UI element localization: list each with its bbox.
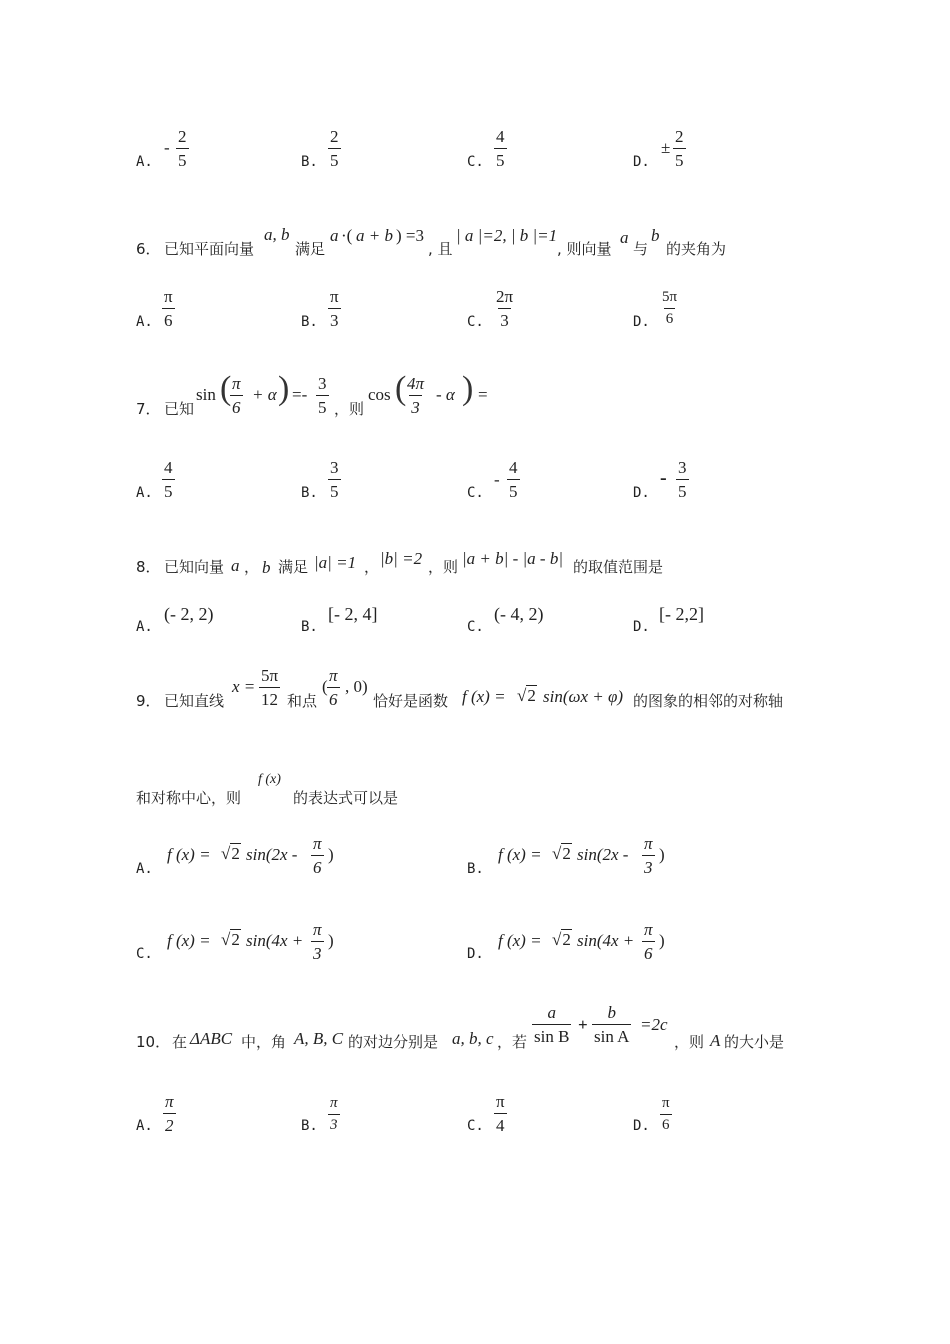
option-label-b: B.	[467, 861, 484, 877]
math: f (x) =	[167, 845, 211, 864]
question-text: 和对称中心，则	[136, 789, 242, 807]
math: b	[262, 558, 271, 577]
q7-fraction-3: $\frac{4\pi}{3}$	[407, 374, 425, 417]
question-text: 的夹角为	[666, 240, 727, 258]
option-label-d: D.	[633, 314, 650, 330]
sqrt-icon: √2	[552, 930, 571, 949]
math: - α	[436, 385, 455, 404]
question-text: 已知	[164, 400, 195, 418]
math: a	[231, 556, 240, 575]
math: =-	[292, 385, 308, 404]
sqrt-icon: √2	[552, 844, 571, 863]
option-c-value: (- 4, 2)	[494, 604, 544, 624]
question-text: 的对边分别是	[348, 1033, 439, 1051]
math: ·(	[341, 226, 353, 245]
option-label-d: D.	[633, 154, 650, 170]
option-label-c: C.	[467, 1118, 484, 1134]
math: |b| =2	[380, 549, 423, 568]
math: f (x) =	[498, 845, 542, 864]
question-text: ，则	[674, 1033, 705, 1051]
question-text: 恰好是函数	[373, 692, 449, 710]
math: x =	[232, 677, 256, 696]
math: A	[710, 1031, 721, 1050]
question-number: 10．	[136, 1033, 171, 1051]
q9-point-fraction: $\frac{\pi}{6}$	[329, 666, 338, 709]
option-label-d: D.	[633, 1118, 650, 1134]
q10-option-d-fraction: $\frac{\pi}{6}$	[662, 1095, 670, 1133]
question-text: 满足	[278, 558, 309, 576]
question-text: 和点	[287, 692, 318, 710]
math: sin(2x -	[246, 845, 298, 864]
option-label-c: C.	[467, 619, 484, 635]
math: a, b, c	[452, 1029, 494, 1048]
q10-option-c-fraction: $\frac{\pi}{4}$	[496, 1092, 505, 1135]
math: a	[330, 226, 339, 245]
q10-fraction-1: $\frac{a}{\text{sin B}}$	[534, 1003, 570, 1046]
question-text: 在	[172, 1033, 188, 1051]
sqrt-icon: √2	[221, 930, 240, 949]
q9-option-d-fraction: $\frac{\pi}{6}$	[644, 920, 653, 963]
q10-option-a-fraction: $\frac{\pi}{2}$	[165, 1092, 174, 1135]
math: f (x)	[258, 772, 281, 787]
option-b-value: [- 2, 4]	[328, 604, 378, 624]
question-number: 7．	[136, 400, 161, 418]
math: |a + b| - |a - b|	[462, 549, 563, 568]
question-text: ，若	[497, 1033, 528, 1051]
q9-option-a-fraction: $\frac{\pi}{6}$	[313, 834, 322, 877]
left-paren: (	[220, 370, 232, 407]
sign: -	[660, 467, 667, 489]
option-label-c: C.	[467, 485, 484, 501]
q6-option-a-fraction: $\frac{\pi}{6}$	[164, 287, 173, 330]
math: +	[578, 1015, 588, 1034]
option-label-b: B.	[301, 1118, 318, 1134]
question-number: 6．	[136, 240, 161, 258]
q7-fraction-2: $\frac{3}{5}$	[318, 374, 327, 417]
math: sin(2x -	[577, 845, 629, 864]
question-number: 8．	[136, 558, 161, 576]
sqrt-icon: √2	[221, 844, 240, 863]
math: ) =3	[396, 226, 424, 245]
option-label-a: A.	[136, 861, 153, 877]
math: sin	[196, 385, 216, 404]
question-text: 已知向量	[164, 558, 225, 576]
question-text: 的图象的相邻的对称轴	[633, 692, 784, 710]
option-label-a: A.	[136, 485, 153, 501]
option-label-a: A.	[136, 1118, 153, 1134]
q6-option-b-fraction: $\frac{\pi}{3}$	[330, 287, 339, 330]
sign: -	[164, 138, 170, 157]
math: (	[322, 677, 328, 696]
question-text: 已知直线	[164, 692, 225, 710]
option-label-d: D.	[633, 485, 650, 501]
question-text: 已知平面向量	[164, 240, 255, 258]
math: =2c	[640, 1015, 668, 1034]
question-text: 中，角	[241, 1033, 287, 1051]
q7-option-b-fraction: $\frac{3}{5}$	[330, 458, 339, 501]
option-d-value: [- 2,2]	[659, 604, 704, 624]
math: a + b	[356, 226, 393, 245]
q5-option-b-fraction: $\frac{2}{5}$	[330, 127, 339, 170]
question-text: ，	[364, 558, 380, 576]
q7-option-d-fraction: $\frac{3}{5}$	[678, 458, 687, 501]
left-paren: (	[395, 370, 407, 407]
math: A, B, C	[294, 1029, 344, 1048]
math: + α	[252, 385, 277, 404]
option-label-b: B.	[301, 485, 318, 501]
question-text: 满足	[295, 240, 326, 258]
question-text: ，	[244, 558, 260, 576]
math: cos	[368, 385, 391, 404]
math: )	[328, 931, 334, 950]
q9-option-b-fraction: $\frac{\pi}{3}$	[644, 834, 653, 877]
question-text: , 则向量	[557, 240, 612, 258]
question-text: , 且	[428, 240, 453, 258]
q10-option-b-fraction: $\frac{\pi}{3}$	[330, 1095, 338, 1133]
option-label-b: B.	[301, 619, 318, 635]
math: )	[659, 931, 665, 950]
math: f (x) =	[462, 687, 506, 706]
q6-option-d-fraction: $\frac{5\pi}{6}$	[662, 289, 678, 327]
math: )	[659, 845, 665, 864]
question-text: 的取值范围是	[573, 558, 664, 576]
q5-option-a-fraction: $\frac{2}{5}$	[178, 127, 187, 170]
option-label-c: C.	[136, 946, 153, 962]
math: ΔABC	[190, 1029, 233, 1048]
math: |a| =1	[314, 553, 357, 572]
q9-fraction-1: $\frac{5\pi}{12}$	[261, 666, 279, 709]
math: sin(ωx + φ)	[543, 687, 624, 706]
math: =	[478, 385, 488, 404]
q5-option-d-fraction: $\frac{2}{5}$	[675, 127, 684, 170]
q6-option-c-fraction: $\frac{2\pi}{3}$	[496, 287, 514, 330]
question-text: 的大小是	[724, 1033, 785, 1051]
q9-option-c-fraction: $\frac{\pi}{3}$	[313, 920, 322, 963]
option-label-a: A.	[136, 314, 153, 330]
option-label-c: C.	[467, 314, 484, 330]
option-label-b: B.	[301, 154, 318, 170]
question-text: ，则	[334, 400, 365, 418]
option-a-value: (- 2, 2)	[164, 604, 214, 624]
math: )	[328, 845, 334, 864]
math: sin(4x +	[577, 931, 635, 950]
math: a, b	[264, 225, 290, 244]
question-text: 的表达式可以是	[293, 789, 399, 807]
math: f (x) =	[167, 931, 211, 950]
sign: -	[494, 470, 500, 489]
q10-fraction-2: $\frac{b}{\text{sin A}}$	[594, 1003, 630, 1046]
option-label-a: A.	[136, 154, 153, 170]
option-label-d: D.	[633, 619, 650, 635]
question-text: 与	[633, 240, 649, 258]
option-label-b: B.	[301, 314, 318, 330]
sqrt-icon: √2	[517, 686, 536, 705]
q7-fraction-1: $\frac{\pi}{6}$	[232, 374, 241, 417]
math: , 0)	[345, 677, 368, 696]
right-paren: )	[462, 370, 474, 407]
math: f (x) =	[498, 931, 542, 950]
sign: ±	[661, 138, 671, 157]
math: a	[620, 228, 629, 247]
option-label-d: D.	[467, 946, 484, 962]
math: | a |=2, | b |=1	[456, 226, 558, 245]
question-number: 9．	[136, 692, 161, 710]
question-text: ，则	[428, 558, 459, 576]
option-label-c: C.	[467, 154, 484, 170]
math: sin(4x +	[246, 931, 304, 950]
math: b	[651, 226, 660, 245]
option-label-a: A.	[136, 619, 153, 635]
q7-option-a-fraction: $\frac{4}{5}$	[164, 458, 173, 501]
right-paren: )	[278, 370, 290, 407]
q7-option-c-fraction: $\frac{4}{5}$	[509, 458, 518, 501]
q5-option-c-fraction: $\frac{4}{5}$	[496, 127, 505, 170]
